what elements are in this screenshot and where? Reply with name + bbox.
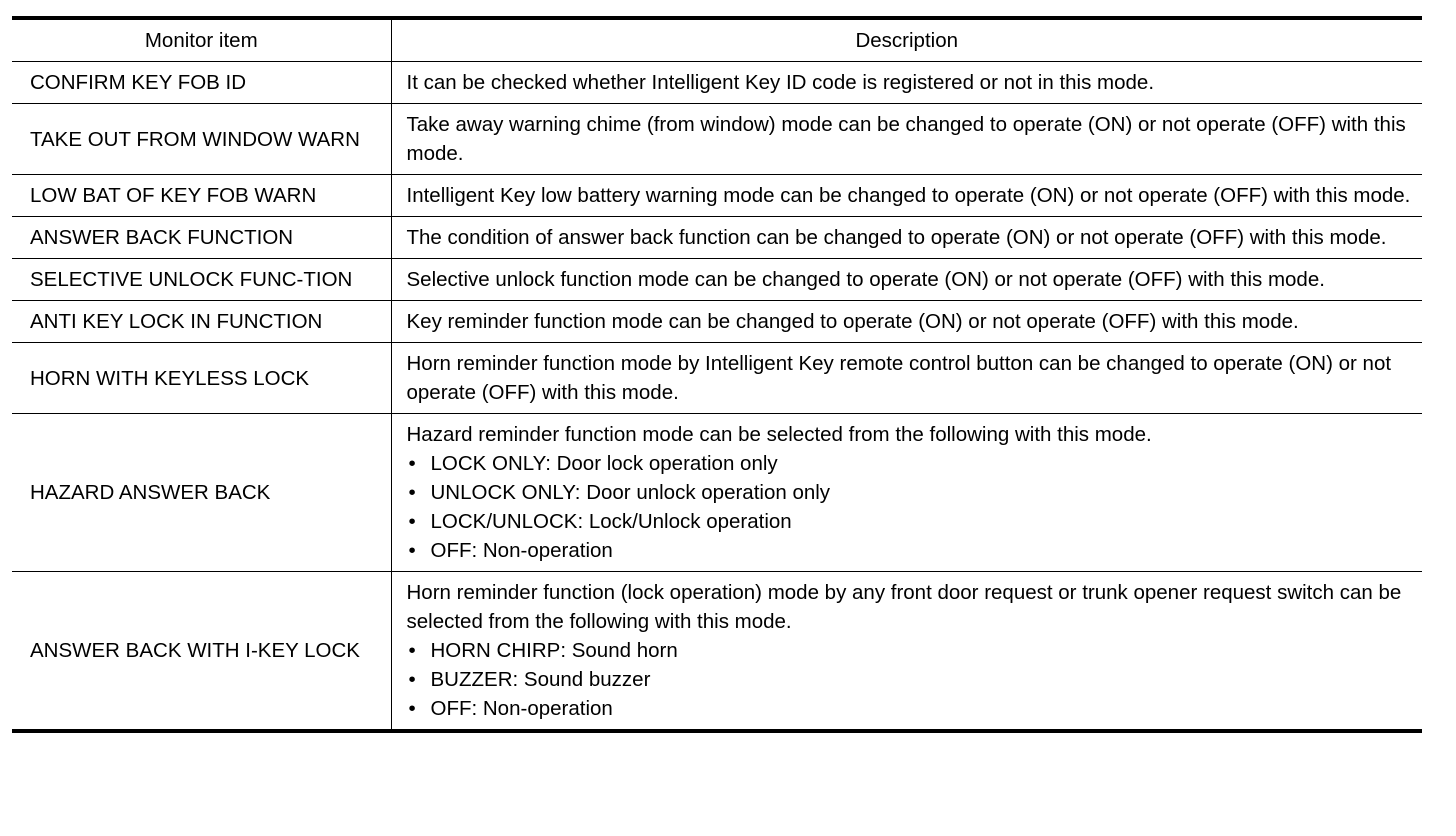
table-row bbox=[12, 104, 1422, 175]
monitor-item-cell: HORN WITH KEYLESS LOCK bbox=[12, 343, 391, 414]
description-cell bbox=[391, 343, 1422, 414]
table-row bbox=[12, 414, 1422, 572]
description-text: Take away warning chime (from window) mode can be changed to operate (ON) or not operate (OFF) with this mode. bbox=[406, 113, 1406, 165]
list-item: • LOCK ONLY: Door lock operation only bbox=[407, 449, 1415, 478]
description-text: Key reminder function mode can be changed to operate (ON) or not operate (OFF) with this mode. bbox=[406, 310, 1299, 333]
description-cell bbox=[391, 259, 1422, 301]
monitor-item-cell: ANSWER BACK WITH I-KEY LOCK bbox=[12, 572, 391, 732]
description-cell bbox=[391, 175, 1422, 217]
description-text: It can be checked whether Intelligent Key ID code is registered or not in this mode. bbox=[406, 71, 1155, 94]
list-item: • BUZZER: Sound buzzer bbox=[407, 665, 1415, 694]
description-text: Hazard reminder function mode can be selected from the following with this mode. bbox=[406, 423, 1152, 446]
description-cell bbox=[391, 62, 1422, 104]
table-row bbox=[12, 343, 1422, 414]
description-cell bbox=[391, 572, 1422, 732]
table-row bbox=[12, 175, 1422, 217]
monitor-item-cell: ANTI KEY LOCK IN FUNCTION bbox=[12, 301, 391, 343]
description-text: Horn reminder function (lock operation) mode by any front door request or trunk opener request switch can be selected from the following with this mode. bbox=[406, 581, 1402, 633]
table-row bbox=[12, 259, 1422, 301]
column-header-monitor-item: Monitor item bbox=[12, 18, 391, 62]
monitor-item-cell: CONFIRM KEY FOB ID bbox=[12, 62, 391, 104]
description-text: Horn reminder function mode by Intelligent Key remote control button can be changed to operate (ON) or not operate (OFF) with this mode. bbox=[406, 352, 1392, 404]
column-header-description: Description bbox=[391, 18, 1422, 62]
description-text: Intelligent Key low battery warning mode can be changed to operate (ON) or not operate (OFF) with this mode. bbox=[406, 184, 1411, 207]
description-cell bbox=[391, 104, 1422, 175]
table-row bbox=[12, 217, 1422, 259]
list-item: • LOCK/UNLOCK: Lock/Unlock operation bbox=[407, 507, 1415, 536]
description-cell bbox=[391, 301, 1422, 343]
table-row bbox=[12, 572, 1422, 732]
description-text: The condition of answer back function can be changed to operate (ON) or not operate (OFF) with this mode. bbox=[406, 226, 1387, 249]
table-row bbox=[12, 301, 1422, 343]
monitor-item-cell: HAZARD ANSWER BACK bbox=[12, 414, 391, 572]
option-list bbox=[407, 449, 1415, 565]
option-list bbox=[407, 636, 1415, 723]
list-item: • HORN CHIRP: Sound horn bbox=[407, 636, 1415, 665]
list-item: • OFF: Non-operation bbox=[407, 536, 1415, 565]
list-item: • UNLOCK ONLY: Door unlock operation only bbox=[407, 478, 1415, 507]
description-cell bbox=[391, 414, 1422, 572]
description-cell bbox=[391, 217, 1422, 259]
monitor-item-cell: SELECTIVE UNLOCK FUNC-TION bbox=[12, 259, 391, 301]
monitor-item-cell: TAKE OUT FROM WINDOW WARN bbox=[12, 104, 391, 175]
monitor-item-cell: ANSWER BACK FUNCTION bbox=[12, 217, 391, 259]
monitor-item-cell: LOW BAT OF KEY FOB WARN bbox=[12, 175, 391, 217]
monitor-item-table bbox=[12, 16, 1422, 733]
description-text: Selective unlock function mode can be changed to operate (ON) or not operate (OFF) with this mode. bbox=[406, 268, 1325, 291]
table-header-row bbox=[12, 18, 1422, 62]
table-row bbox=[12, 62, 1422, 104]
table-body bbox=[12, 62, 1422, 732]
list-item: • OFF: Non-operation bbox=[407, 694, 1415, 723]
